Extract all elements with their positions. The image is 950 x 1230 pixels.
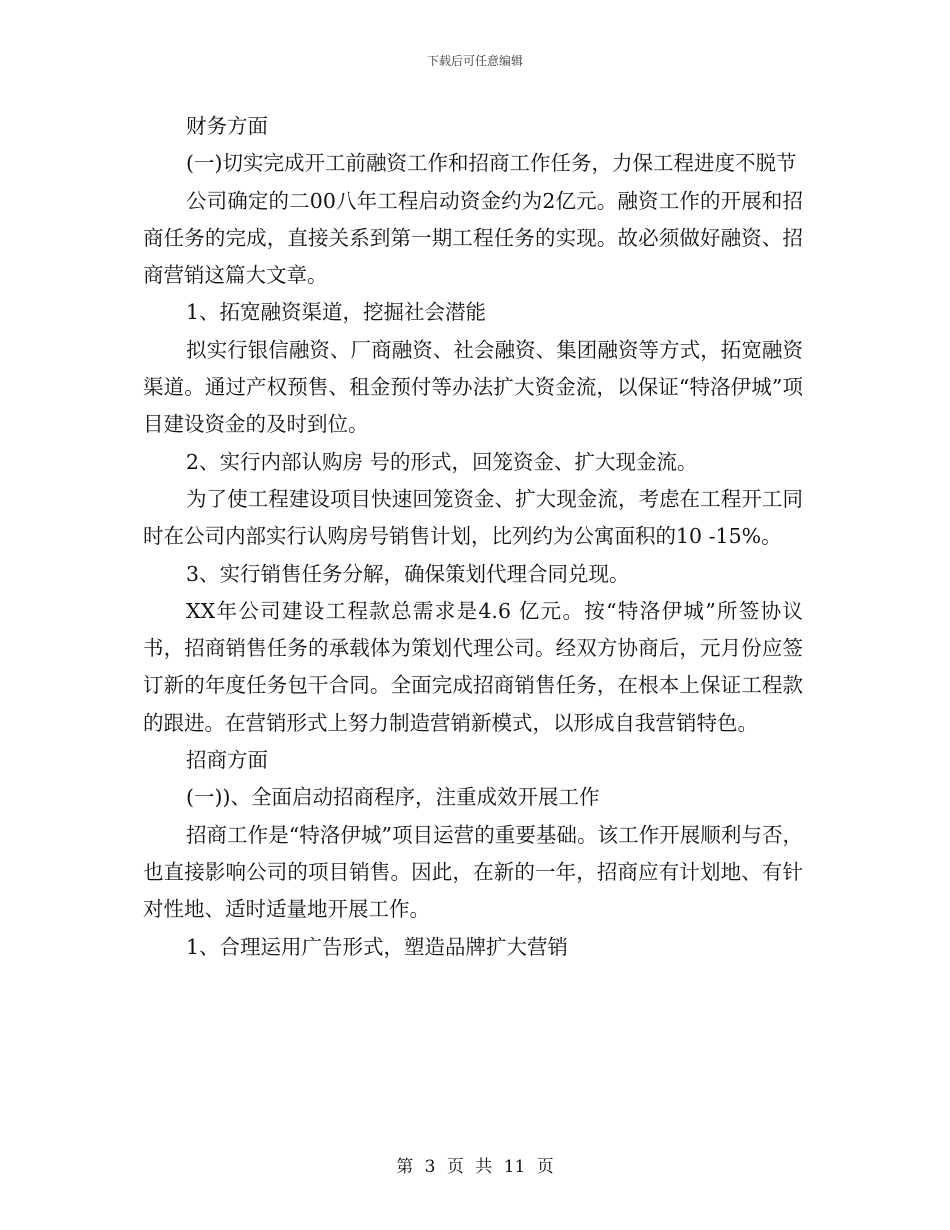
- item-heading: 1、合理运用广告形式，塑造品牌扩大营销: [186, 934, 569, 959]
- body-paragraph: 招商工作是“特洛伊城”项目运营的重要基础。该工作开展顺利与否，也直接影响公司的项目销售。因此，在新的一年，招商应有计划地、有针对性地、适时适量地开展工作。: [143, 822, 803, 922]
- document-body: [143, 108, 803, 966]
- body-paragraph: XX年公司建设工程款总需求是4.6 亿元。按“特洛伊城”所签协议书，招商销售任务的承载体为策划代理公司。经双方协商后，元月份应签订新的年度任务包干合同。全面完成招商销售任务，在根本上保证工程款的跟进。在营销形式上努力制造营销新模式，以形成自我营销特色。: [143, 598, 803, 735]
- body-paragraph: 为了使工程建设项目快速回笼资金、扩大现金流，考虑在工程开工同时在公司内部实行认购房号销售计划，比列约为公寓面积的10 -15%。: [143, 486, 803, 549]
- body-paragraph: 拟实行银信融资、厂商融资、社会融资、集团融资等方式，拓宽融资渠道。通过产权预售、租金预付等办法扩大资金流，以保证“特洛伊城”项目建设资金的及时到位。: [143, 337, 803, 437]
- subsection-heading: (一)切实完成开工前融资工作和招商工作任务，力保工程进度不脱节: [186, 151, 797, 176]
- section-heading-finance: 财务方面: [186, 114, 268, 138]
- page-header: 下载后可任意编辑: [426, 54, 523, 68]
- item-heading: 3、实行销售任务分解，确保策划代理合同兑现。: [186, 561, 630, 586]
- page-number: 第 3 页 共 11 页: [396, 1157, 554, 1177]
- section-heading-investment: 招商方面: [186, 748, 268, 773]
- item-heading: 2、实行内部认购房 号的形式，回笼资金、扩大现金流。: [186, 449, 698, 474]
- item-heading: 1、拓宽融资渠道，挖掘社会潜能: [186, 300, 487, 325]
- subsection-heading: (一))、全面启动招商程序，注重成效开展工作: [186, 785, 600, 810]
- body-paragraph: 公司确定的二00八年工程启动资金约为2亿元。融资工作的开展和招商任务的完成，直接关系到第一期工程任务的实现。故必须做好融资、招商营销这篇大文章。: [143, 188, 803, 288]
